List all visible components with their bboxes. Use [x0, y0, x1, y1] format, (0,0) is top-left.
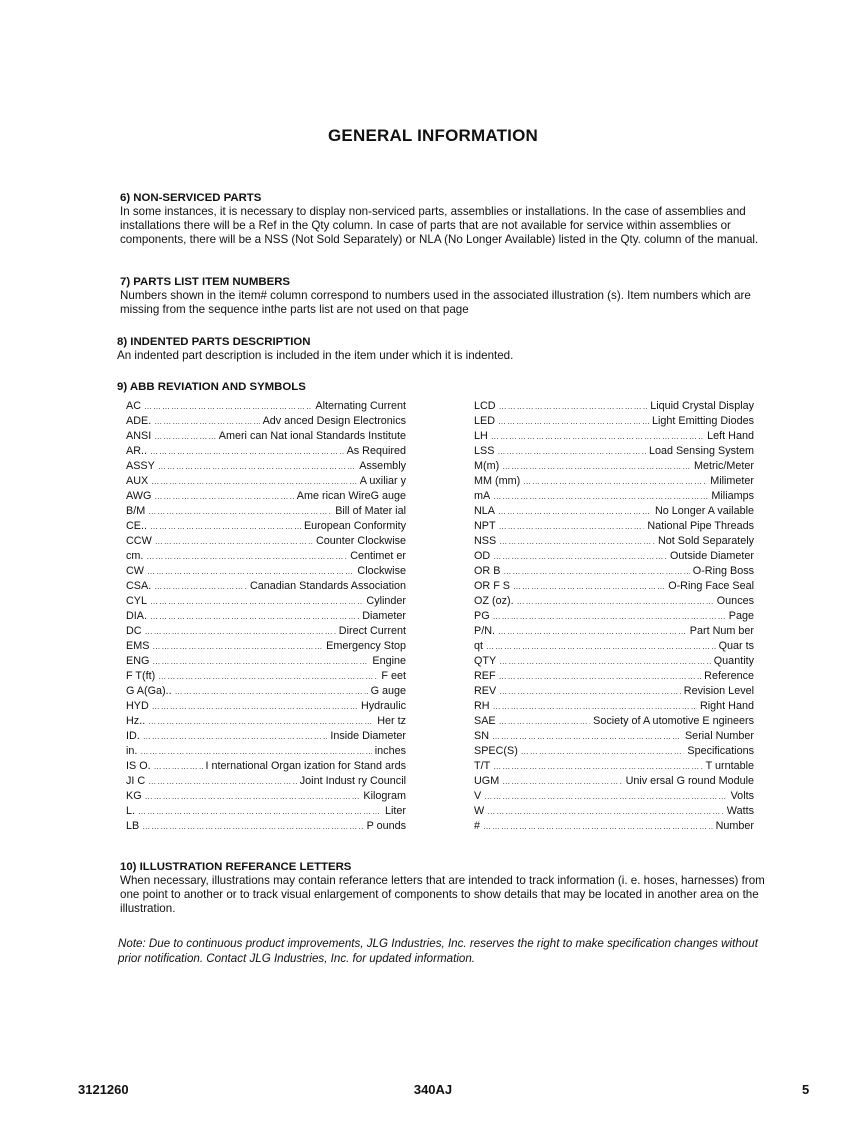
abbreviation-key: ID. — [126, 730, 140, 742]
footer-page-number: 5 — [802, 1082, 810, 1097]
abbreviation-key: SPEC(S) — [474, 745, 518, 757]
abbreviation-key: JI C — [126, 775, 146, 787]
abbreviation-key: CSA. — [126, 580, 152, 592]
abbreviation-meaning: Adv anced Design Electronics — [262, 415, 406, 427]
abbreviation-row — [126, 805, 406, 820]
abbreviation-key: G A(Ga).. — [126, 685, 172, 697]
abbreviation-meaning: As Required — [346, 445, 406, 457]
dot-leader — [499, 537, 655, 546]
abbreviation-row — [474, 715, 754, 730]
dot-leader — [154, 492, 293, 501]
dot-leader — [140, 747, 371, 756]
abbreviation-row — [474, 460, 754, 475]
abbreviation-key: LH — [474, 430, 488, 442]
abbreviation-row — [474, 775, 754, 790]
abbreviation-row — [126, 775, 406, 790]
abbreviation-meaning: Specifications — [687, 745, 754, 757]
abbreviation-key: OZ (oz). — [474, 595, 514, 607]
abbreviation-row — [474, 445, 754, 460]
section-body: Numbers shown in the item# column correspond to numbers used in the associated illustration (s). Item numbers which are missing from the sequence inthe parts list are not used on that page — [120, 289, 751, 316]
abbreviation-meaning: Right Hand — [699, 700, 754, 712]
abbreviation-row — [474, 595, 754, 610]
abbreviation-meaning: Metric/Meter — [694, 460, 754, 472]
dot-leader — [152, 642, 323, 651]
abbreviation-meaning: G auge — [370, 685, 406, 697]
abbreviation-meaning: P ounds — [366, 820, 406, 832]
dot-leader — [521, 747, 685, 756]
abbreviation-row — [474, 490, 754, 505]
abbreviation-key: SAE — [474, 715, 496, 727]
abbreviation-meaning: Joint Indust ry Council — [299, 775, 406, 787]
abbreviation-row — [126, 430, 406, 445]
abbreviation-meaning: Centimet er — [350, 550, 406, 562]
abbreviation-row — [474, 520, 754, 535]
abbreviation-key: mA — [474, 490, 491, 502]
abbreviation-meaning: Her tz — [377, 715, 406, 727]
abbreviation-row — [474, 550, 754, 565]
abbreviation-key: AC — [126, 400, 141, 412]
dot-leader — [499, 522, 645, 531]
dot-leader — [523, 477, 707, 486]
abbreviation-meaning: Serial Number — [684, 730, 754, 742]
dot-leader — [175, 687, 368, 696]
abbreviation-meaning: No Longer A vailable — [654, 505, 754, 517]
section-indented-parts-description — [117, 335, 767, 363]
dot-leader — [491, 432, 704, 441]
abbreviation-key: # — [474, 820, 481, 832]
abbreviation-key: SN — [474, 730, 489, 742]
abbreviation-row — [126, 790, 406, 805]
abbreviation-meaning: Engine — [372, 655, 406, 667]
abbreviation-key: CYL — [126, 595, 148, 607]
abbreviation-key: B/M — [126, 505, 146, 517]
dot-leader — [142, 822, 363, 831]
dot-leader — [513, 582, 665, 591]
dot-leader — [517, 597, 714, 606]
dot-leader — [499, 672, 702, 681]
abbreviation-row — [126, 400, 406, 415]
abbreviation-meaning: Clockwise — [357, 565, 406, 577]
abbreviation-key: T/T — [474, 760, 491, 772]
product-improvement-note: Note: Due to continuous product improvements, JLG Industries, Inc. reserves the right to make specification changes without prior notification. Contact JLG Industries, Inc. for updated information. — [118, 937, 758, 965]
dot-leader — [154, 417, 259, 426]
section-illustration-reference-letters — [120, 860, 770, 916]
dot-leader — [154, 582, 247, 591]
dot-leader — [483, 822, 713, 831]
abbreviation-meaning: National Pipe Threads — [647, 520, 754, 532]
abbreviation-row — [126, 535, 406, 550]
abbreviation-meaning: Not Sold Separately — [657, 535, 754, 547]
abbreviation-row — [126, 730, 406, 745]
abbreviation-key: W — [474, 805, 485, 817]
dot-leader — [499, 402, 648, 411]
abbreviation-meaning: Revision Level — [683, 685, 754, 697]
dot-leader — [493, 552, 667, 561]
abbreviation-key: NLA — [474, 505, 496, 517]
abbreviation-key: UGM — [474, 775, 500, 787]
dot-leader — [154, 762, 203, 771]
abbreviation-meaning: Univ ersal G round Module — [625, 775, 754, 787]
abbreviation-row — [474, 640, 754, 655]
abbreviation-row — [126, 550, 406, 565]
dot-leader — [148, 777, 297, 786]
dot-leader — [493, 492, 708, 501]
abbreviation-meaning: Reference — [704, 670, 754, 682]
abbreviation-row — [474, 700, 754, 715]
dot-leader — [146, 552, 347, 561]
abbreviation-meaning: Alternating Current — [315, 400, 406, 412]
abbreviation-meaning: Bill of Mater ial — [335, 505, 406, 517]
dot-leader — [148, 507, 332, 516]
abbreviation-key: V — [474, 790, 482, 802]
abbreviation-key: NSS — [474, 535, 497, 547]
dot-leader — [492, 732, 682, 741]
abbreviation-meaning: A uxiliar y — [359, 475, 406, 487]
abbreviation-key: RH — [474, 700, 490, 712]
abbreviation-row — [126, 595, 406, 610]
abbreviation-meaning: Canadian Standards Association — [249, 580, 406, 592]
abbreviation-key: ADE. — [126, 415, 152, 427]
dot-leader — [152, 702, 358, 711]
abbreviation-row — [474, 655, 754, 670]
dot-leader — [484, 792, 727, 801]
abbreviation-meaning: Ame rican WireG auge — [296, 490, 406, 502]
dot-leader — [486, 642, 716, 651]
abbreviation-row — [126, 760, 406, 775]
dot-leader — [498, 627, 687, 636]
abbreviation-row — [474, 760, 754, 775]
abbreviation-meaning: Liter — [384, 805, 406, 817]
abbreviation-key: CE.. — [126, 520, 147, 532]
dot-leader — [144, 402, 312, 411]
abbreviation-meaning: European Conformity — [303, 520, 406, 532]
abbreviation-key: CCW — [126, 535, 152, 547]
abbreviation-key: MM (mm) — [474, 475, 521, 487]
dot-leader — [487, 807, 724, 816]
abbreviation-meaning: Quar ts — [718, 640, 754, 652]
abbreviation-key: qt — [474, 640, 484, 652]
abbreviation-row — [126, 700, 406, 715]
abbreviation-key: OD — [474, 550, 491, 562]
abbreviation-meaning: Diameter — [362, 610, 406, 622]
abbreviation-meaning: Quantity — [713, 655, 754, 667]
abbreviation-meaning: Number — [715, 820, 754, 832]
abbreviation-key: LED — [474, 415, 496, 427]
abbreviation-row — [126, 505, 406, 520]
abbreviation-row — [474, 625, 754, 640]
abbreviation-row — [474, 610, 754, 625]
abbreviation-meaning: inches — [374, 745, 406, 757]
abbreviation-row — [474, 685, 754, 700]
abbreviation-key: LSS — [474, 445, 495, 457]
abbreviation-row — [474, 670, 754, 685]
dot-leader — [158, 672, 378, 681]
dot-leader — [493, 762, 702, 771]
abbreviation-meaning: Inside Diameter — [330, 730, 406, 742]
abbreviation-key: REV — [474, 685, 497, 697]
abbreviation-row — [474, 745, 754, 760]
abbreviation-meaning: Load Sensing System — [648, 445, 754, 457]
abbreviation-key: CW — [126, 565, 144, 577]
abbreviation-key: LB — [126, 820, 140, 832]
abbreviation-key: cm. — [126, 550, 144, 562]
abbreviation-row — [126, 655, 406, 670]
section-non-serviced-parts — [120, 191, 770, 247]
abbreviation-key: REF — [474, 670, 496, 682]
dot-leader — [497, 447, 646, 456]
abbreviation-key: AWG — [126, 490, 152, 502]
abbreviation-row — [126, 445, 406, 460]
abbreviation-meaning: Counter Clockwise — [315, 535, 406, 547]
abbreviation-row — [474, 505, 754, 520]
abbreviation-row — [474, 565, 754, 580]
dot-leader — [498, 417, 649, 426]
abbreviation-meaning: Light Emitting Diodes — [651, 415, 754, 427]
dot-leader — [148, 717, 374, 726]
dot-leader — [503, 567, 689, 576]
dot-leader — [152, 657, 369, 666]
abbreviation-row — [126, 520, 406, 535]
section-heading: 8) INDENTED PARTS DESCRIPTION — [117, 336, 311, 348]
abbreviation-key: AUX — [126, 475, 149, 487]
abbreviation-meaning: Assembly — [359, 460, 406, 472]
section-heading: 9) ABB REVIATION AND SYMBOLS — [117, 381, 306, 393]
abbreviation-key: IS O. — [126, 760, 151, 772]
abbreviation-meaning: Hydraulic — [360, 700, 406, 712]
abbreviation-row — [474, 805, 754, 820]
abbreviation-row — [126, 475, 406, 490]
dot-leader — [499, 717, 591, 726]
abbreviation-meaning: Watts — [726, 805, 754, 817]
abbreviation-row — [126, 565, 406, 580]
abbreviation-row — [126, 670, 406, 685]
abbreviation-key: DIA. — [126, 610, 147, 622]
section-body: When necessary, illustrations may contain referance letters that are intended to track information (i. e. hoses, harnesses) from one point to another or to track visual enlargement of components to show details that may be located in another area on the illustration. — [120, 874, 765, 915]
abbreviation-key: F T(ft) — [126, 670, 156, 682]
abbreviation-meaning: Milimeter — [710, 475, 754, 487]
dot-leader — [150, 597, 363, 606]
abbreviation-list-left — [126, 400, 406, 835]
dot-leader — [150, 612, 359, 621]
section-body: An indented part description is included in the item under which it is indented. — [117, 349, 514, 362]
abbreviation-row — [126, 490, 406, 505]
abbreviation-key: OR F S — [474, 580, 510, 592]
dot-leader — [147, 567, 354, 576]
footer-model: 340AJ — [413, 1082, 453, 1097]
abbreviation-row — [474, 430, 754, 445]
abbreviation-meaning: Left Hand — [707, 430, 754, 442]
abbreviation-row — [126, 460, 406, 475]
dot-leader — [143, 732, 328, 741]
abbreviation-key: HYD — [126, 700, 149, 712]
abbreviation-key: PG — [474, 610, 490, 622]
abbreviation-row — [126, 625, 406, 640]
section-heading: 7) PARTS LIST ITEM NUMBERS — [120, 276, 291, 288]
abbreviation-key: M(m) — [474, 460, 500, 472]
abbreviation-row — [474, 580, 754, 595]
abbreviation-meaning: O-Ring Face Seal — [668, 580, 754, 592]
abbreviation-key: AR.. — [126, 445, 147, 457]
abbreviation-key: ENG — [126, 655, 150, 667]
abbreviation-row — [126, 640, 406, 655]
abbreviation-row — [126, 745, 406, 760]
dot-leader — [493, 702, 697, 711]
abbreviation-row — [474, 730, 754, 745]
abbreviation-row — [126, 820, 406, 835]
dot-leader — [151, 477, 357, 486]
section-body: In some instances, it is necessary to display non-serviced parts, assemblies or installations. In the case of assemblies and installations there will be a Ref in the Qty column. In case of parts that are not available for service within assemblies or components, there will be a NSS (Not Sold Separately) or NLA (No Longer Available) listed in the Qty. column of the manual. — [120, 205, 759, 246]
abbreviation-key: QTY — [474, 655, 497, 667]
abbreviation-meaning: I nternational Organ ization for Stand ards — [205, 760, 406, 772]
abbreviation-meaning: Direct Current — [338, 625, 406, 637]
dot-leader — [145, 627, 336, 636]
abbreviation-meaning: O-Ring Boss — [692, 565, 754, 577]
abbreviation-key: ANSI — [126, 430, 152, 442]
dot-leader — [150, 447, 344, 456]
abbreviation-row — [474, 820, 754, 835]
dot-leader — [154, 432, 216, 441]
abbreviation-row — [474, 790, 754, 805]
section-abbreviations-heading — [117, 380, 767, 394]
abbreviation-key: EMS — [126, 640, 150, 652]
abbreviation-meaning: Part Num ber — [689, 625, 754, 637]
abbreviation-meaning: Ameri can Nat ional Standards Institute — [218, 430, 406, 442]
abbreviation-key: KG — [126, 790, 142, 802]
dot-leader — [155, 537, 313, 546]
abbreviation-list-right — [474, 400, 754, 835]
abbreviation-meaning: Ounces — [716, 595, 754, 607]
abbreviation-key: DC — [126, 625, 142, 637]
abbreviation-row — [126, 685, 406, 700]
abbreviation-key: Hz.. — [126, 715, 146, 727]
page-title: GENERAL INFORMATION — [328, 126, 538, 145]
abbreviation-key: L. — [126, 805, 136, 817]
abbreviation-meaning: Liquid Crystal Display — [650, 400, 754, 412]
dot-leader — [498, 507, 652, 516]
dot-leader — [499, 657, 711, 666]
abbreviation-key: NPT — [474, 520, 496, 532]
abbreviation-row — [126, 580, 406, 595]
abbreviation-meaning: Volts — [730, 790, 754, 802]
abbreviation-meaning: Page — [728, 610, 754, 622]
abbreviation-meaning: Outside Diameter — [669, 550, 754, 562]
dot-leader — [499, 687, 681, 696]
dot-leader — [145, 792, 361, 801]
abbreviation-meaning: Emergency Stop — [326, 640, 406, 652]
section-heading: 10) ILLUSTRATION REFERANCE LETTERS — [120, 861, 352, 873]
abbreviation-row — [474, 535, 754, 550]
dot-leader — [158, 462, 356, 471]
abbreviation-row — [474, 400, 754, 415]
abbreviation-meaning: Cylinder — [366, 595, 406, 607]
abbreviation-row — [474, 475, 754, 490]
dot-leader — [493, 612, 726, 621]
section-parts-list-item-numbers — [120, 275, 770, 317]
dot-leader — [502, 777, 622, 786]
abbreviation-meaning: F eet — [381, 670, 406, 682]
abbreviation-row — [126, 415, 406, 430]
abbreviation-key: LCD — [474, 400, 496, 412]
abbreviation-meaning: Society of A utomotive E ngineers — [593, 715, 754, 727]
abbreviation-row — [474, 415, 754, 430]
dot-leader — [138, 807, 382, 816]
dot-leader — [150, 522, 301, 531]
abbreviation-meaning: T urntable — [705, 760, 754, 772]
abbreviation-key: OR B — [474, 565, 501, 577]
abbreviation-meaning: Kilogram — [363, 790, 406, 802]
abbreviation-key: P/N. — [474, 625, 495, 637]
abbreviation-row — [126, 715, 406, 730]
footer-document-number: 3121260 — [78, 1082, 129, 1097]
abbreviation-key: ASSY — [126, 460, 155, 472]
abbreviation-key: in. — [126, 745, 138, 757]
abbreviation-row — [126, 610, 406, 625]
section-heading: 6) NON-SERVICED PARTS — [120, 192, 262, 204]
abbreviation-meaning: Miliamps — [711, 490, 754, 502]
dot-leader — [502, 462, 691, 471]
